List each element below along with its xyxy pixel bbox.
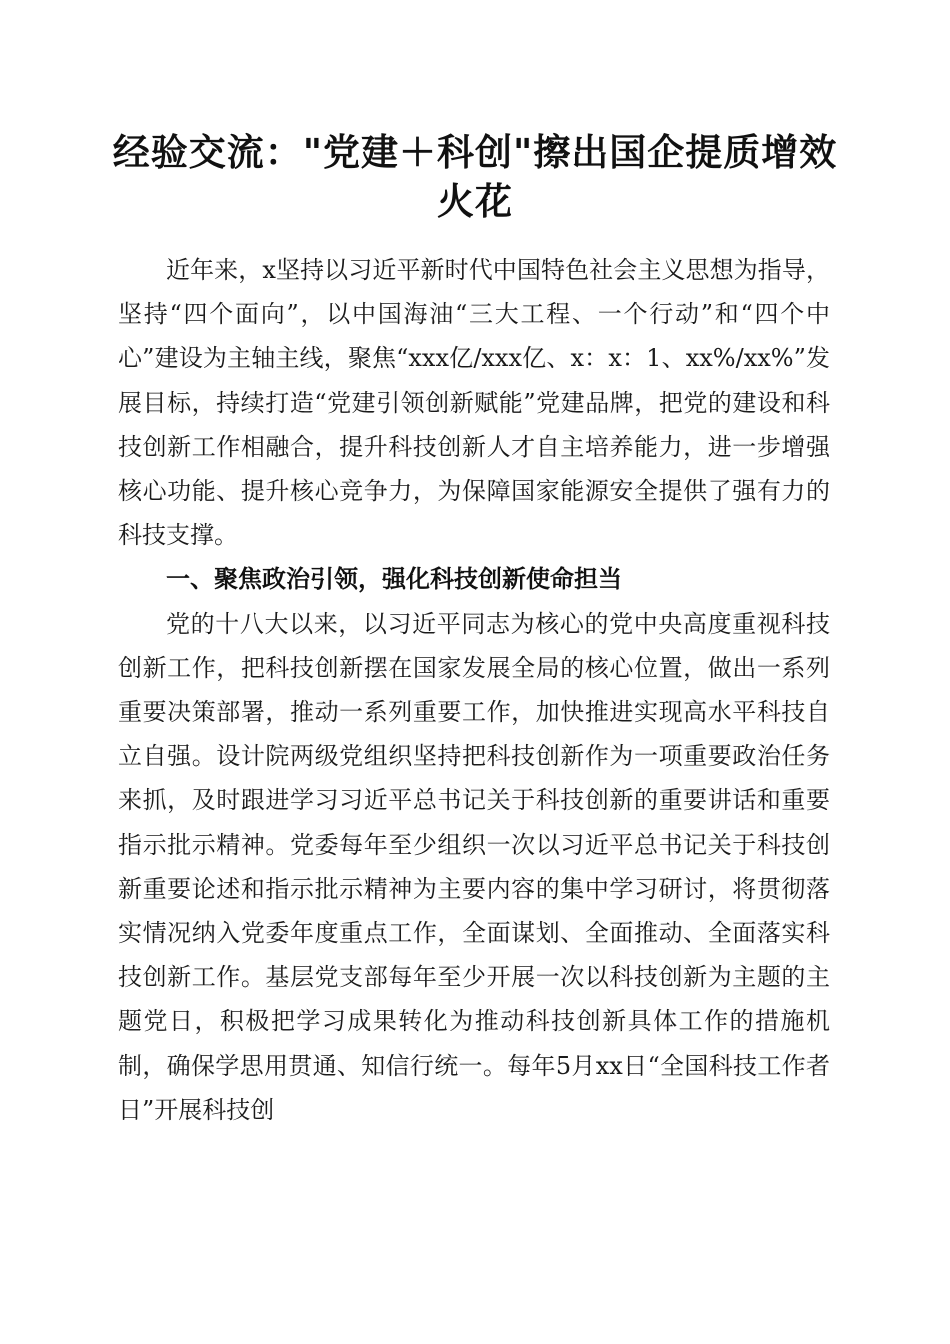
document-title [100, 128, 850, 226]
title-line-1: 经验交流："党建＋科创"擦出国企提质增效 [112, 130, 838, 174]
title-line-2: 火花 [437, 179, 513, 223]
document-body [118, 248, 830, 1132]
intro-paragraph: 近年来，x坚持以习近平新时代中国特色社会主义思想为指导，坚持“四个面向”，以中国海油“三大工程、一个行动”和“四个中心”建设为主轴主线，聚焦“xxx亿/xxx亿、x：x：1、xx%/xx%”发展目标，持续打造“党建引领创新赋能”党建品牌，把党的建设和科技创新工作相融合，提升科技创新人才自主培养能力，进一步增强核心功能、提升核心竞争力，为保障国家能源安全提供了强有力的科技支撑。 [118, 256, 830, 550]
section-heading: 一、聚焦政治引领，强化科技创新使命担当 [166, 565, 622, 594]
section-paragraph: 党的十八大以来，以习近平同志为核心的党中央高度重视科技创新工作，把科技创新摆在国家发展全局的核心位置，做出一系列重要决策部署，推动一系列重要工作，加快推进实现高水平科技自立自强。设计院两级党组织坚持把科技创新作为一项重要政治任务来抓，及时跟进学习习近平总书记关于科技创新的重要讲话和重要指示批示精神。党委每年至少组织一次以习近平总书记关于科技创新重要论述和指示批示精神为主要内容的集中学习研讨，将贯彻落实情况纳入党委年度重点工作，全面谋划、全面推动、全面落实科技创新工作。基层党支部每年至少开展一次以科技创新为主题的主题党日，积极把学习成果转化为推动科技创新具体工作的措施机制，确保学思用贯通、知信行统一。每年5月xx日“全国科技工作者日”开展科技创 [118, 609, 830, 1124]
